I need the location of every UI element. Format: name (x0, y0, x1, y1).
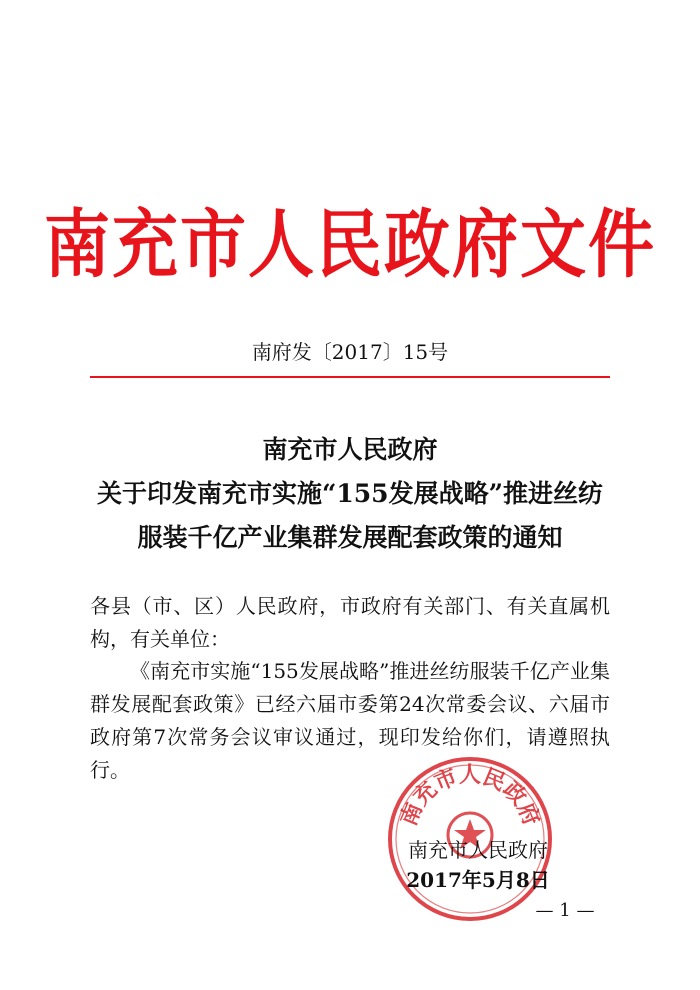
body-paragraph: 《南充市实施“155发展战略”推进丝纺服装千亿产业集群发展配套政策》已经六届市委第24次常委会议、六届市政府第7次常务会议审议通过，现印发给你们，请遵照执行。 (90, 659, 610, 782)
document-header-title: 南充市人民政府文件 (44, 200, 656, 288)
header-divider-rule (90, 376, 610, 378)
signature-date: 2017年5月8日 (406, 868, 550, 892)
notice-title-line: 南充市人民政府 (262, 435, 438, 464)
salutation-text: 各县（市、区）人民政府，市政府有关部门、有关直属机构，有关单位： (90, 594, 610, 651)
notice-title-line: 关于印发南充市实施“155发展战略”推进丝纺 (97, 479, 603, 508)
notice-title (70, 428, 630, 560)
document-number: 南府发〔2017〕15号 (251, 340, 449, 364)
signature-organization: 南充市人民政府 (408, 838, 548, 862)
seal-arc-text: 南充市人民政府 (395, 762, 545, 830)
notice-title-line: 服装千亿产业集群发展配套政策的通知 (137, 523, 563, 552)
page-number: — 1 — (535, 900, 595, 921)
